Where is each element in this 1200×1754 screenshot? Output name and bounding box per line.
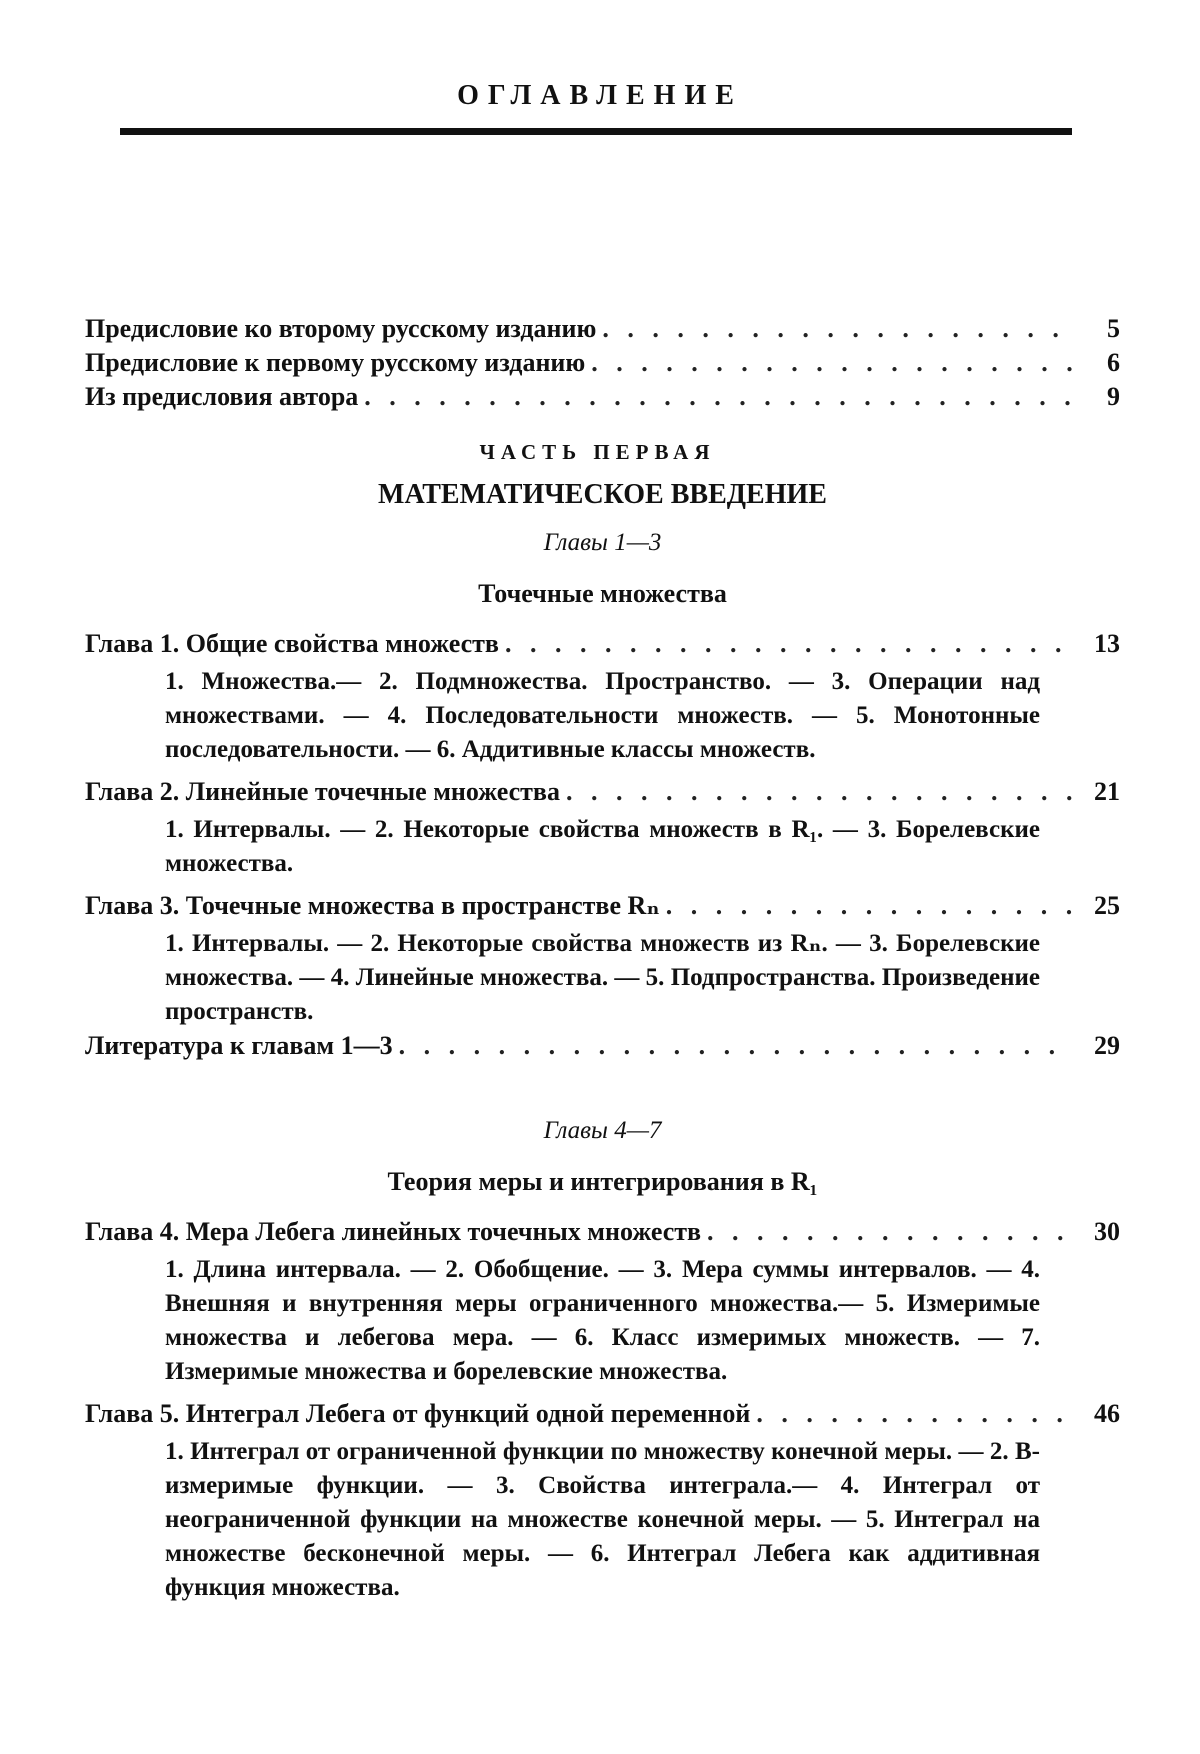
dot-leader xyxy=(505,627,1074,661)
chapter-description: 1. Длина интервала. — 2. Обобщение. — 3. Мера суммы интервалов. — 4. Внешняя и внутренняя меры ограниченного множества.— 5. Измеримые множества и лебегова мера. — 6. Класс измеримых множеств. — 7. Измеримые множества и борелевские множества. xyxy=(165,1256,1040,1385)
toc-entry-title: Глава 2. Линейные точечные множества xyxy=(85,777,560,806)
toc-entry[interactable] xyxy=(85,380,1120,414)
part-label: ЧАСТЬ ПЕРВАЯ xyxy=(479,440,716,464)
toc-entry-chapter-2[interactable] xyxy=(85,775,1120,809)
toc-entry-chapter-5[interactable] xyxy=(85,1397,1120,1431)
dot-leader xyxy=(707,1215,1074,1249)
chapter-description: 1. Интервалы. — 2. Некоторые свойства множеств из Rₙ. — 3. Борелевские множества. — 4. Линейные множества. — 5. Подпространства. Произведение пространств. xyxy=(165,930,1040,1025)
chapter-description: 1. Интеграл от ограниченной функции по множеству конечной меры. — 2. B-измеримые функции. — 3. Свойства интеграла.— 4. Интеграл от неограниченной функции на множестве конечной меры. — 5. Интеграл на множестве бесконечной меры. — 6. Интеграл Лебега как аддитивная функция множества. xyxy=(165,1438,1040,1601)
section-title: Теория меры и интегрирования в R₁ xyxy=(387,1167,818,1196)
toc-page-number: 25 xyxy=(1094,891,1120,920)
chapter-description: 1. Интервалы. — 2. Некоторые свойства множеств в R₁. — 3. Борелевские множества. xyxy=(165,816,1040,877)
toc-entry[interactable] xyxy=(85,346,1120,380)
toc-entry-chapter-3[interactable] xyxy=(85,889,1120,923)
toc-entry-title: Глава 3. Точечные множества в пространстве Rₙ xyxy=(85,891,660,920)
dot-leader xyxy=(364,380,1074,414)
toc-page-number: 9 xyxy=(1107,382,1120,411)
page-title: ОГЛАВЛЕНИЕ xyxy=(457,80,743,111)
title-rule xyxy=(120,128,1072,135)
chapter-range: Главы 4—7 xyxy=(543,1117,662,1144)
toc-entry[interactable] xyxy=(85,312,1120,346)
toc-page-number: 29 xyxy=(1094,1031,1120,1060)
toc-page-number: 5 xyxy=(1107,314,1120,343)
toc-entry-chapter-1[interactable] xyxy=(85,627,1120,661)
toc-page-number: 21 xyxy=(1094,777,1120,806)
toc-page-number: 6 xyxy=(1107,348,1120,377)
toc-entry-title: Предисловие ко второму русскому изданию xyxy=(85,314,597,343)
toc-page-number: 13 xyxy=(1094,629,1120,658)
toc-page-number: 46 xyxy=(1094,1399,1120,1428)
toc-entry-chapter-4[interactable] xyxy=(85,1215,1120,1249)
toc-entry-title: Глава 1. Общие свойства множеств xyxy=(85,629,499,658)
toc-page-number: 30 xyxy=(1094,1217,1120,1246)
toc-entry-title: Литература к главам 1—3 xyxy=(85,1031,393,1060)
part-title: МАТЕМАТИЧЕСКОЕ ВВЕДЕНИЕ xyxy=(378,479,827,510)
dot-leader xyxy=(566,775,1074,809)
dot-leader xyxy=(591,346,1074,380)
dot-leader xyxy=(602,312,1074,346)
dot-leader xyxy=(756,1397,1074,1431)
dot-leader xyxy=(399,1029,1074,1063)
section-title: Точечные множества xyxy=(478,579,727,608)
toc-entry-title: Из предисловия автора xyxy=(85,382,359,411)
table-of-contents xyxy=(85,312,1120,1605)
toc-entry-title: Глава 5. Интеграл Лебега от функций одной переменной xyxy=(85,1399,751,1428)
dot-leader xyxy=(666,889,1074,923)
toc-entry-title: Глава 4. Мера Лебега линейных точечных множеств xyxy=(85,1217,702,1246)
chapter-description: 1. Множества.— 2. Подмножества. Пространство. — 3. Операции над множествами. — 4. Последовательности множеств. — 5. Монотонные последовательности. — 6. Аддитивные классы множеств. xyxy=(165,668,1040,763)
toc-entry-title: Предисловие к первому русскому изданию xyxy=(85,348,586,377)
chapter-range: Главы 1—3 xyxy=(543,529,662,556)
toc-entry-literature[interactable] xyxy=(85,1029,1120,1063)
